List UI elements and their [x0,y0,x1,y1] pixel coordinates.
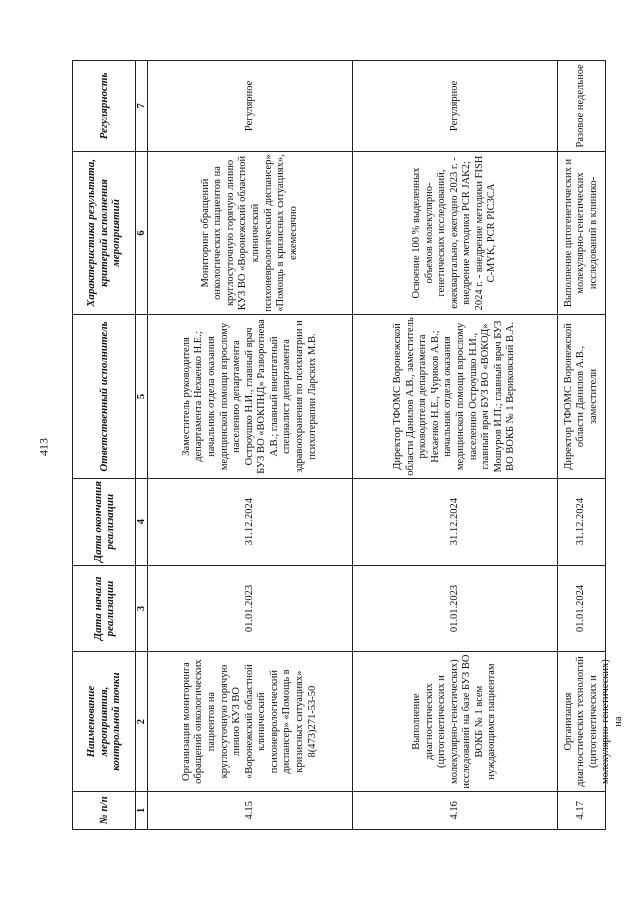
header-cell-name: Наименование мероприятия, контрольной точки [73,652,136,791]
regularity: Регулярное [353,61,558,152]
responsible-person [558,315,606,479]
event-name-text: Организация диагностических технологий (цитогенетических и молекулярно-генетических) на [562,656,624,787]
event-name: Выполнение диагностических (цитогенетических и молекулярно-генетических) исследований на базе БУЗ ВО ВОКБ № 1 всем нуждающимся пациентам [353,652,558,791]
row-number: 4.15 [148,791,353,829]
responsible-person-text: Директор ТФОМС Воронежской области Данилов А.В., заместители [562,323,599,470]
column-number: 7 [136,61,148,152]
header-cell-result: Характеристика результата, критерий исполнения мероприятий [73,151,136,315]
row-number: 4.17 [558,791,606,829]
header-cell-number: № п/п [73,791,136,829]
start-date: 01.01.2023 [148,565,353,652]
end-date: 31.12.2024 [353,478,558,565]
event-name [558,652,624,791]
column-number: 1 [136,791,148,829]
rotated-table-container [72,60,624,830]
header-cell-responsible: Ответственный исполнитель [73,315,136,479]
column-number: 3 [136,565,148,652]
responsible-person: Директор ТФОМС Воронежской области Данилов А.В., заместитель руководителя департамента Нехаенко Н.Е., Чуриков А.В.; начальник отдела оказания медицинской помощи взрослому населению Остроушко Н.И., главный врач БУЗ ВО «ВОКОД» Мошуров И.П.; главный врач БУЗ ВО ВОКБ № 1 Вериковский В.А. [353,315,558,479]
table-row [353,61,558,830]
start-date: 01.01.2023 [353,565,558,652]
column-number: 5 [136,315,148,479]
table-row [558,61,606,830]
events-table [72,60,624,830]
header-cell-end: Дата окончания реализации [73,478,136,565]
column-number: 4 [136,478,148,565]
regularity: Регулярное [148,61,353,152]
event-name: Организация мониторинга обращений онкологических пациентов на круглосуточную горячую линию КУЗ ВО «Воронежский областной клинический психоневрологический диспансер» «Помощь в кризисных ситуациях» 8(473)271-53-50 [148,652,353,791]
end-date: 31.12.2024 [148,478,353,565]
result-description: Освоение 100 % выделенных объемов молекулярно-генетических исследований, ежеквартально, ежегодно 2023 г. - внедрение методики PCR JAK2; 2024 г. - внедрение методики FISH C-MYK, PCR PIC3CA [353,151,558,315]
header-cell-start: Дата начала реализации [73,565,136,652]
result-description: Мониторинг обращений онкологических пациентов на круглосуточную горячую линию КУЗ ВО «Воронежский областной клинический психоневрологический диспансер» «Помощь в кризисных ситуациях», ежемесячно [148,151,353,315]
result-description [558,151,606,315]
regularity: Разовое недельное [558,61,606,152]
page-number: 413 [36,438,51,456]
column-number: 2 [136,652,148,791]
table-row [148,61,353,830]
responsible-person: Заместитель руководителя департамента Нехаенко Н.Е.; начальник отдела оказания медицинской помощи взрослому населению департамента Остроушко Н.И., главный врач БУЗ ВО «ВОКПНД» Разворотнева А.В.; главный внештатный специалист департамента здравоохранения по психиатрии и психотерапии Ларских М.В. [148,315,353,479]
end-date: 31.12.2024 [558,478,606,565]
column-number-row [136,61,148,830]
column-number: 6 [136,151,148,315]
start-date: 01.01.2024 [558,565,606,652]
header-cell-regularity: Регулярность [73,61,136,152]
header-row [73,61,136,830]
row-number: 4.16 [353,791,558,829]
result-description-text: Выполнение цитогенетических и молекулярно-генетических исследований в клинико- [562,158,599,308]
